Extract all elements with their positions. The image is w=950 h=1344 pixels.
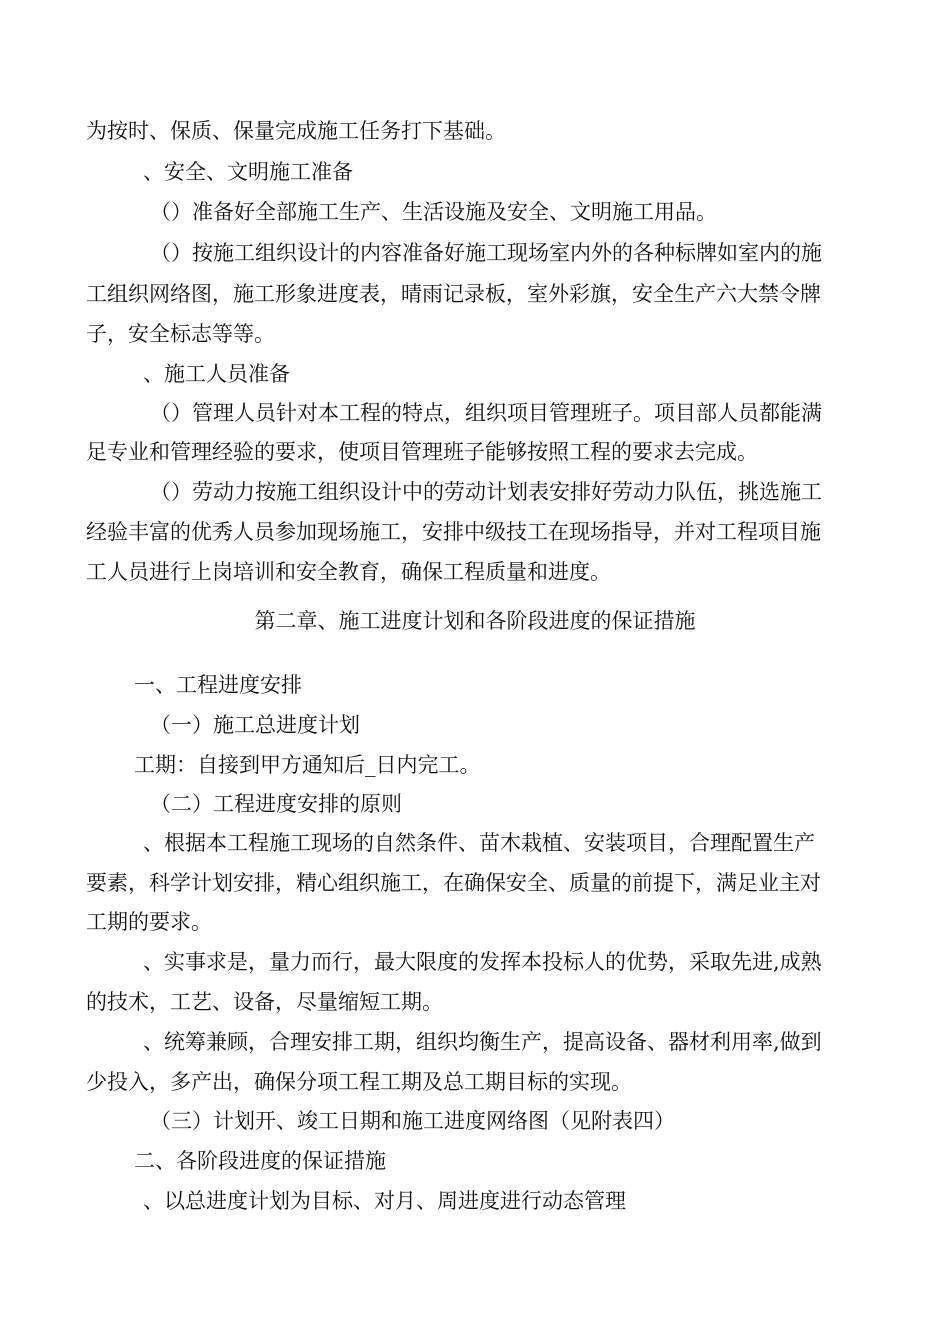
paragraph-line: 、实事求是，量力而行，最大限度的发挥本投标人的优势，采取先进,成熟 xyxy=(143,950,822,974)
section-heading: 、施工人员准备 xyxy=(143,362,290,386)
chapter-title: 第二章、施工进度计划和各阶段进度的保证措施 xyxy=(254,609,696,633)
paragraph-line: 、统筹兼顾，合理安排工期，组织均衡生产，提高设备、器材利用率,做到 xyxy=(143,1030,822,1054)
subsection-heading: （二）工程进度安排的原则 xyxy=(150,792,402,816)
paragraph-line: （）准备好全部施工生产、生活设施及安全、文明施工用品。 xyxy=(150,200,717,224)
paragraph-line: （）按施工组织设计的内容准备好施工现场室内外的各种标牌如室内的施 xyxy=(150,241,822,265)
paragraph-line: 为按时、保质、保量完成施工任务打下基础。 xyxy=(86,119,506,143)
paragraph-line: 工期的要求。 xyxy=(86,910,212,934)
paragraph-line: 要素，科学计划安排，精心组织施工，在确保安全、质量的前提下，满足业主对 xyxy=(86,871,821,895)
paragraph-line: 少投入，多产出，确保分项工程工期及总工期目标的实现。 xyxy=(86,1070,632,1094)
paragraph-line: 的技术，工艺、设备，尽量缩短工期。 xyxy=(86,990,443,1014)
section-heading: 、安全、文明施工准备 xyxy=(143,160,353,184)
section-heading: 二、各阶段进度的保证措施 xyxy=(134,1149,386,1173)
subsection-heading: （三）计划开、竣工日期和施工进度网络图（见附表四） xyxy=(150,1109,675,1133)
paragraph-line: 、根据本工程施工现场的自然条件、苗木栽植、安装项目，合理配置生产 xyxy=(143,831,815,855)
paragraph-line: （）管理人员针对本工程的特点，组织项目管理班子。项目部人员都能满 xyxy=(150,401,822,425)
section-heading: 一、工程进度安排 xyxy=(134,673,302,697)
subsection-heading: （一）施工总进度计划 xyxy=(150,713,360,737)
paragraph-line: 工期：自接到甲方通知后_日内完工。 xyxy=(134,753,481,777)
paragraph-line: （）劳动力按施工组织设计中的劳动计划表安排好劳动力队伍，挑选施工 xyxy=(150,480,822,504)
paragraph-line: 、以总进度计划为目标、对月、周进度进行动态管理 xyxy=(143,1189,626,1213)
paragraph-line: 经验丰富的优秀人员参加现场施工，安排中级技工在现场指导，并对工程项目施 xyxy=(86,520,821,544)
paragraph-line: 足专业和管理经验的要求，使项目管理班子能够按照工程的要求去完成。 xyxy=(86,440,758,464)
paragraph-line: 子，安全标志等等。 xyxy=(86,322,275,346)
paragraph-line: 工人员进行上岗培训和安全教育，确保工程质量和进度。 xyxy=(86,560,611,584)
paragraph-line: 工组织网络图，施工形象进度表，晴雨记录板，室外彩旗，安全生产六大禁令牌 xyxy=(86,282,821,306)
